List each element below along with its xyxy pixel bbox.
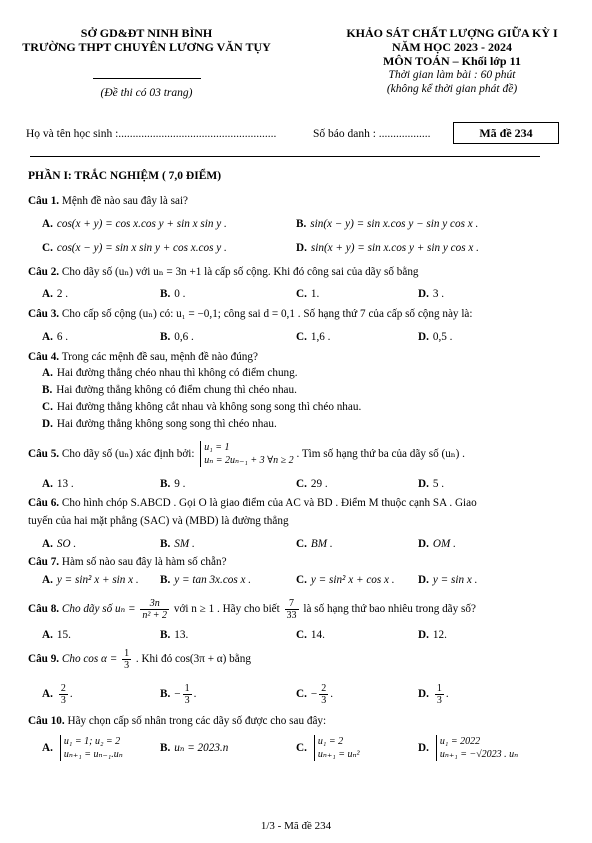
option-c[interactable]: C. y = sin² x + cos x .: [296, 574, 395, 586]
header-divider: [30, 156, 540, 157]
option-b[interactable]: B. 13.: [160, 629, 189, 641]
option-c[interactable]: C. cos(x − y) = sin x sin y + cos x.cos y .: [42, 242, 227, 254]
question-1: [28, 194, 568, 208]
question-8: Câu 8. Cho dãy số uₙ = $\frac{3n}{\text{n² + 2}}$ với n ≥ 1 . Hãy cho biết $\frac{7}{33}$ là số hạng thứ bao nhiêu trong dãy số?: [28, 597, 476, 621]
option-d[interactable]: D. 5 .: [418, 478, 445, 490]
option-d[interactable]: D. 0,5 .: [418, 331, 453, 343]
fraction: $\frac{3n}{\text{n² + 2}}$: [142, 597, 168, 621]
option-d[interactable]: D. 3 .: [418, 288, 445, 300]
option-c[interactable]: C. 29 .: [296, 478, 328, 490]
page-footer: 1/3 - Mã đề 234: [260, 820, 332, 832]
time-note: (không kể thời gian phát đề): [386, 83, 518, 95]
recurrence-system: u₁ = 1 uₙ = 2uₙ₋₁ + 3 ∀n ≥ 2: [200, 441, 293, 467]
time-limit: Thời gian làm bài : 60 phút: [388, 69, 516, 81]
department: SỞ GD&ĐT NINH BÌNH: [80, 26, 213, 40]
option-b[interactable]: B. 0 .: [160, 288, 186, 300]
question-text: Mệnh đề nào sau đây là sai?: [61, 195, 189, 207]
fraction: $\frac{1}{3}$: [124, 647, 130, 671]
option-b[interactable]: B. 0,6 .: [160, 331, 194, 343]
option-c[interactable]: C. BM .: [296, 538, 333, 550]
option-d[interactable]: D. y = sin x .: [418, 574, 478, 586]
option-b[interactable]: B. − $\frac{1}{3}$ .: [160, 682, 197, 706]
option-b[interactable]: B. sin(x − y) = sin x.cos y − sin y cos x .: [296, 218, 479, 230]
question-7: Câu 7. Hàm số nào sau đây là hàm số chẵn?: [28, 556, 227, 568]
fraction: $\frac{7}{33}$: [286, 597, 297, 621]
header-right: [322, 26, 582, 96]
exam-code-box: Mã đề 234: [453, 122, 559, 144]
pages-note: (Đề thi có 03 trang): [100, 87, 193, 99]
part-title: PHẦN I: TRẮC NGHIỆM ( 7,0 ĐIỂM): [28, 170, 222, 182]
option-d[interactable]: D. $\frac{1}{3}$ .: [418, 682, 449, 706]
question-2: Câu 2. Cho dãy số (uₙ) với uₙ = 3n +1 là cấp số cộng. Khi đó công sai của dãy số bằng: [28, 266, 419, 278]
question-label: Câu 1.: [28, 195, 60, 207]
option-d[interactable]: D. Hai đường thẳng không song song thì chéo nhau.: [42, 418, 277, 430]
school-year: NĂM HỌC 2023 - 2024: [392, 40, 512, 54]
question-9: Câu 9. Cho cos α = $\frac{1}{3}$ . Khi đó cos(3π + α) bằng: [28, 647, 251, 671]
option-a[interactable]: A. 13 .: [42, 478, 74, 490]
option-a[interactable]: A. Hai đường thẳng chéo nhau thì không có điểm chung.: [42, 367, 298, 379]
option-b[interactable]: B. SM .: [160, 538, 195, 550]
question-6-line-2: tuyến của hai mặt phẳng (SAC) và (MBD) là đường thẳng: [28, 515, 289, 527]
header-left: [14, 26, 279, 99]
school-name: TRƯỜNG THPT CHUYÊN LƯƠNG VĂN TỤY: [22, 40, 271, 54]
option-d[interactable]: D. u₁ = 2022 uₙ₊₁ = −√2023 . uₙ: [418, 736, 519, 761]
exam-title: KHẢO SÁT CHẤT LƯỢNG GIỮA KỲ I: [346, 26, 558, 40]
option-c[interactable]: C. Hai đường thẳng không cắt nhau và không song song thì chéo nhau.: [42, 401, 362, 413]
option-c[interactable]: C. 1.: [296, 288, 320, 300]
option-b[interactable]: B. 9 .: [160, 478, 186, 490]
option-a[interactable]: A. cos(x + y) = cos x.cos y + sin x sin y .: [42, 218, 227, 230]
option-c[interactable]: C. 14.: [296, 629, 325, 641]
question-3: Câu 3. Cho cấp số cộng (uₙ) có: u₁ = −0,1; công sai d = 0,1 . Số hạng thứ 7 của cấp số cộng này là:: [28, 308, 473, 320]
question-10: Câu 10. Hãy chọn cấp số nhân trong các dãy số được cho sau đây:: [28, 715, 327, 727]
option-a[interactable]: A. 6 .: [42, 331, 69, 343]
option-b[interactable]: B. Hai đường thẳng không có điểm chung thì chéo nhau.: [42, 384, 297, 396]
option-a[interactable]: A. 15.: [42, 629, 71, 641]
candidate-number-field: Số báo danh : ..................: [313, 128, 431, 140]
option-b[interactable]: B. y = tan 3x.cos x .: [160, 574, 252, 586]
option-a[interactable]: A. $\frac{2}{3}$ .: [42, 682, 73, 706]
student-name-field: Họ và tên học sinh :.......................................................: [26, 128, 277, 140]
option-a[interactable]: A. SO .: [42, 538, 77, 550]
subject: MÔN TOÁN – Khối lớp 11: [383, 54, 521, 68]
option-d[interactable]: D. OM .: [418, 538, 456, 550]
question-6: Câu 6. Cho hình chóp S.ABCD . Gọi O là giao điểm của AC và BD . Điểm M thuộc cạnh SA . Giao: [28, 497, 477, 509]
option-c[interactable]: C. u₁ = 2 uₙ₊₁ = uₙ²: [296, 736, 360, 761]
option-a[interactable]: A. 2 .: [42, 288, 69, 300]
option-c[interactable]: C. − $\frac{2}{3}$ .: [296, 682, 333, 706]
option-a[interactable]: A. u₁ = 1; u₂ = 2 uₙ₊₁ = uₙ₋₁.uₙ: [42, 736, 123, 761]
question-5: Câu 5. Cho dãy số (uₙ) xác định bởi: u₁ = 1 uₙ = 2uₙ₋₁ + 3 ∀n ≥ 2 . Tìm số hạng thứ ba của dãy số (uₙ) .: [28, 442, 465, 467]
question-4: Câu 4. Trong các mệnh đề sau, mệnh đề nào đúng?: [28, 351, 258, 363]
option-d[interactable]: D. 12.: [418, 629, 447, 641]
option-b[interactable]: B. uₙ = 2023.n: [160, 742, 229, 754]
option-c[interactable]: C. 1,6 .: [296, 331, 331, 343]
option-d[interactable]: D. sin(x + y) = sin x.cos y + sin y cos x .: [296, 242, 479, 254]
option-a[interactable]: A. y = sin² x + sin x .: [42, 574, 139, 586]
header-rule: [93, 78, 201, 79]
